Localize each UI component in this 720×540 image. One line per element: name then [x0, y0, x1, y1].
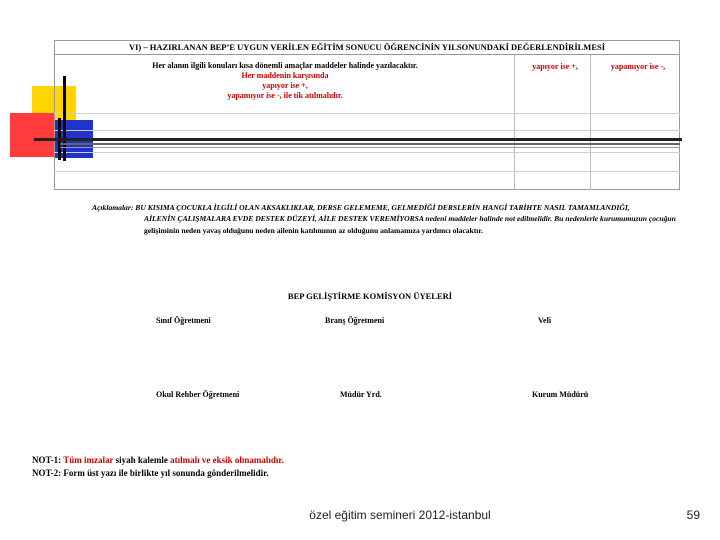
note-1-text: siyah kalemle — [115, 455, 168, 465]
note-1-emphasis: Tüm imzalar — [63, 455, 114, 465]
member-label: Sınıf Öğretmeni — [156, 316, 211, 325]
explanation-line-3: gelişiminin neden yavaş olduğunu neden ailenin katılımının az olduğunu anlamamıza yardımcı olacaktır. — [144, 226, 483, 235]
column-divider — [514, 55, 515, 190]
footer-text: özel eğitim semineri 2012-istanbul — [309, 508, 491, 522]
logo-horizontal-bar — [60, 143, 680, 145]
logo-red-square — [10, 113, 54, 157]
member-label: Müdür Yrd. — [340, 390, 382, 399]
member-label: Veli — [538, 316, 552, 325]
instruction-line: Her maddenin karşısında — [241, 71, 329, 80]
row-divider — [54, 113, 680, 114]
member-label: Branş Öğretmeni — [325, 316, 385, 325]
row-divider — [54, 130, 680, 131]
logo-horizontal-bar — [34, 138, 682, 141]
row-divider — [54, 152, 680, 153]
instruction-line: yapamıyor ise -, ile tik atılmalıdır. — [227, 91, 343, 100]
logo-vertical-bar — [63, 76, 66, 161]
explanation-label: Açıklamalar: — [92, 203, 134, 212]
column-header-yapiyor: yapıyor ise +, — [532, 62, 578, 71]
member-label: Kurum Müdürü — [532, 390, 589, 399]
row-divider — [54, 171, 680, 172]
note-1-prefix: NOT-1: — [32, 455, 62, 465]
page-number: 59 — [686, 508, 700, 522]
explanation-line-2: AİLENİN ÇALIŞMALARA EVDE DESTEK DÜZEYİ, AİLE DESTEK VEREMİYORSA nedeni maddeler halinde not edilmelidir. Bu nedenlerle kurumumuzun çocuğun — [144, 214, 676, 223]
column-divider — [590, 55, 591, 190]
explanation-text: BU KISIMA ÇOCUKLA İLGİLİ OLAN AKSAKLIKLAR, DERSE GELEMEME, GELMEDİĞİ DERSLERİN HANGİ TARİHTE NASIL TAMAMLANDIĞI, — [135, 203, 630, 212]
committee-title: BEP GELİŞTİRME KOMİSYON ÜYELERİ — [287, 291, 453, 301]
note-2: NOT-2: Form üst yazı ile birlikte yıl sonunda gönderilmelidir. — [32, 468, 269, 478]
note-1-emphasis: atılmalı ve eksik olmamalıdır. — [170, 455, 284, 465]
logo-horizontal-bar — [60, 147, 680, 148]
note-1 — [32, 454, 284, 467]
member-label: Okul Rehber Öğretmeni — [156, 390, 240, 399]
column-header-yapamiyor: yapamıyor ise -, — [610, 62, 666, 71]
instruction-line: Her alanın ilgili konuları kısa dönemli amaçlar maddeler halinde yazılacaktır. — [152, 61, 418, 70]
instruction-line: yapıyor ise +, — [262, 81, 308, 90]
explanation-line-1 — [92, 203, 682, 213]
form-title: VI) – HAZIRLANAN BEP’E UYGUN VERİLEN EĞİTİM SONUCU ÖĞRENCİNİN YILSONUNDAKİ DEĞERLENDİRİLMESİ — [54, 40, 680, 55]
